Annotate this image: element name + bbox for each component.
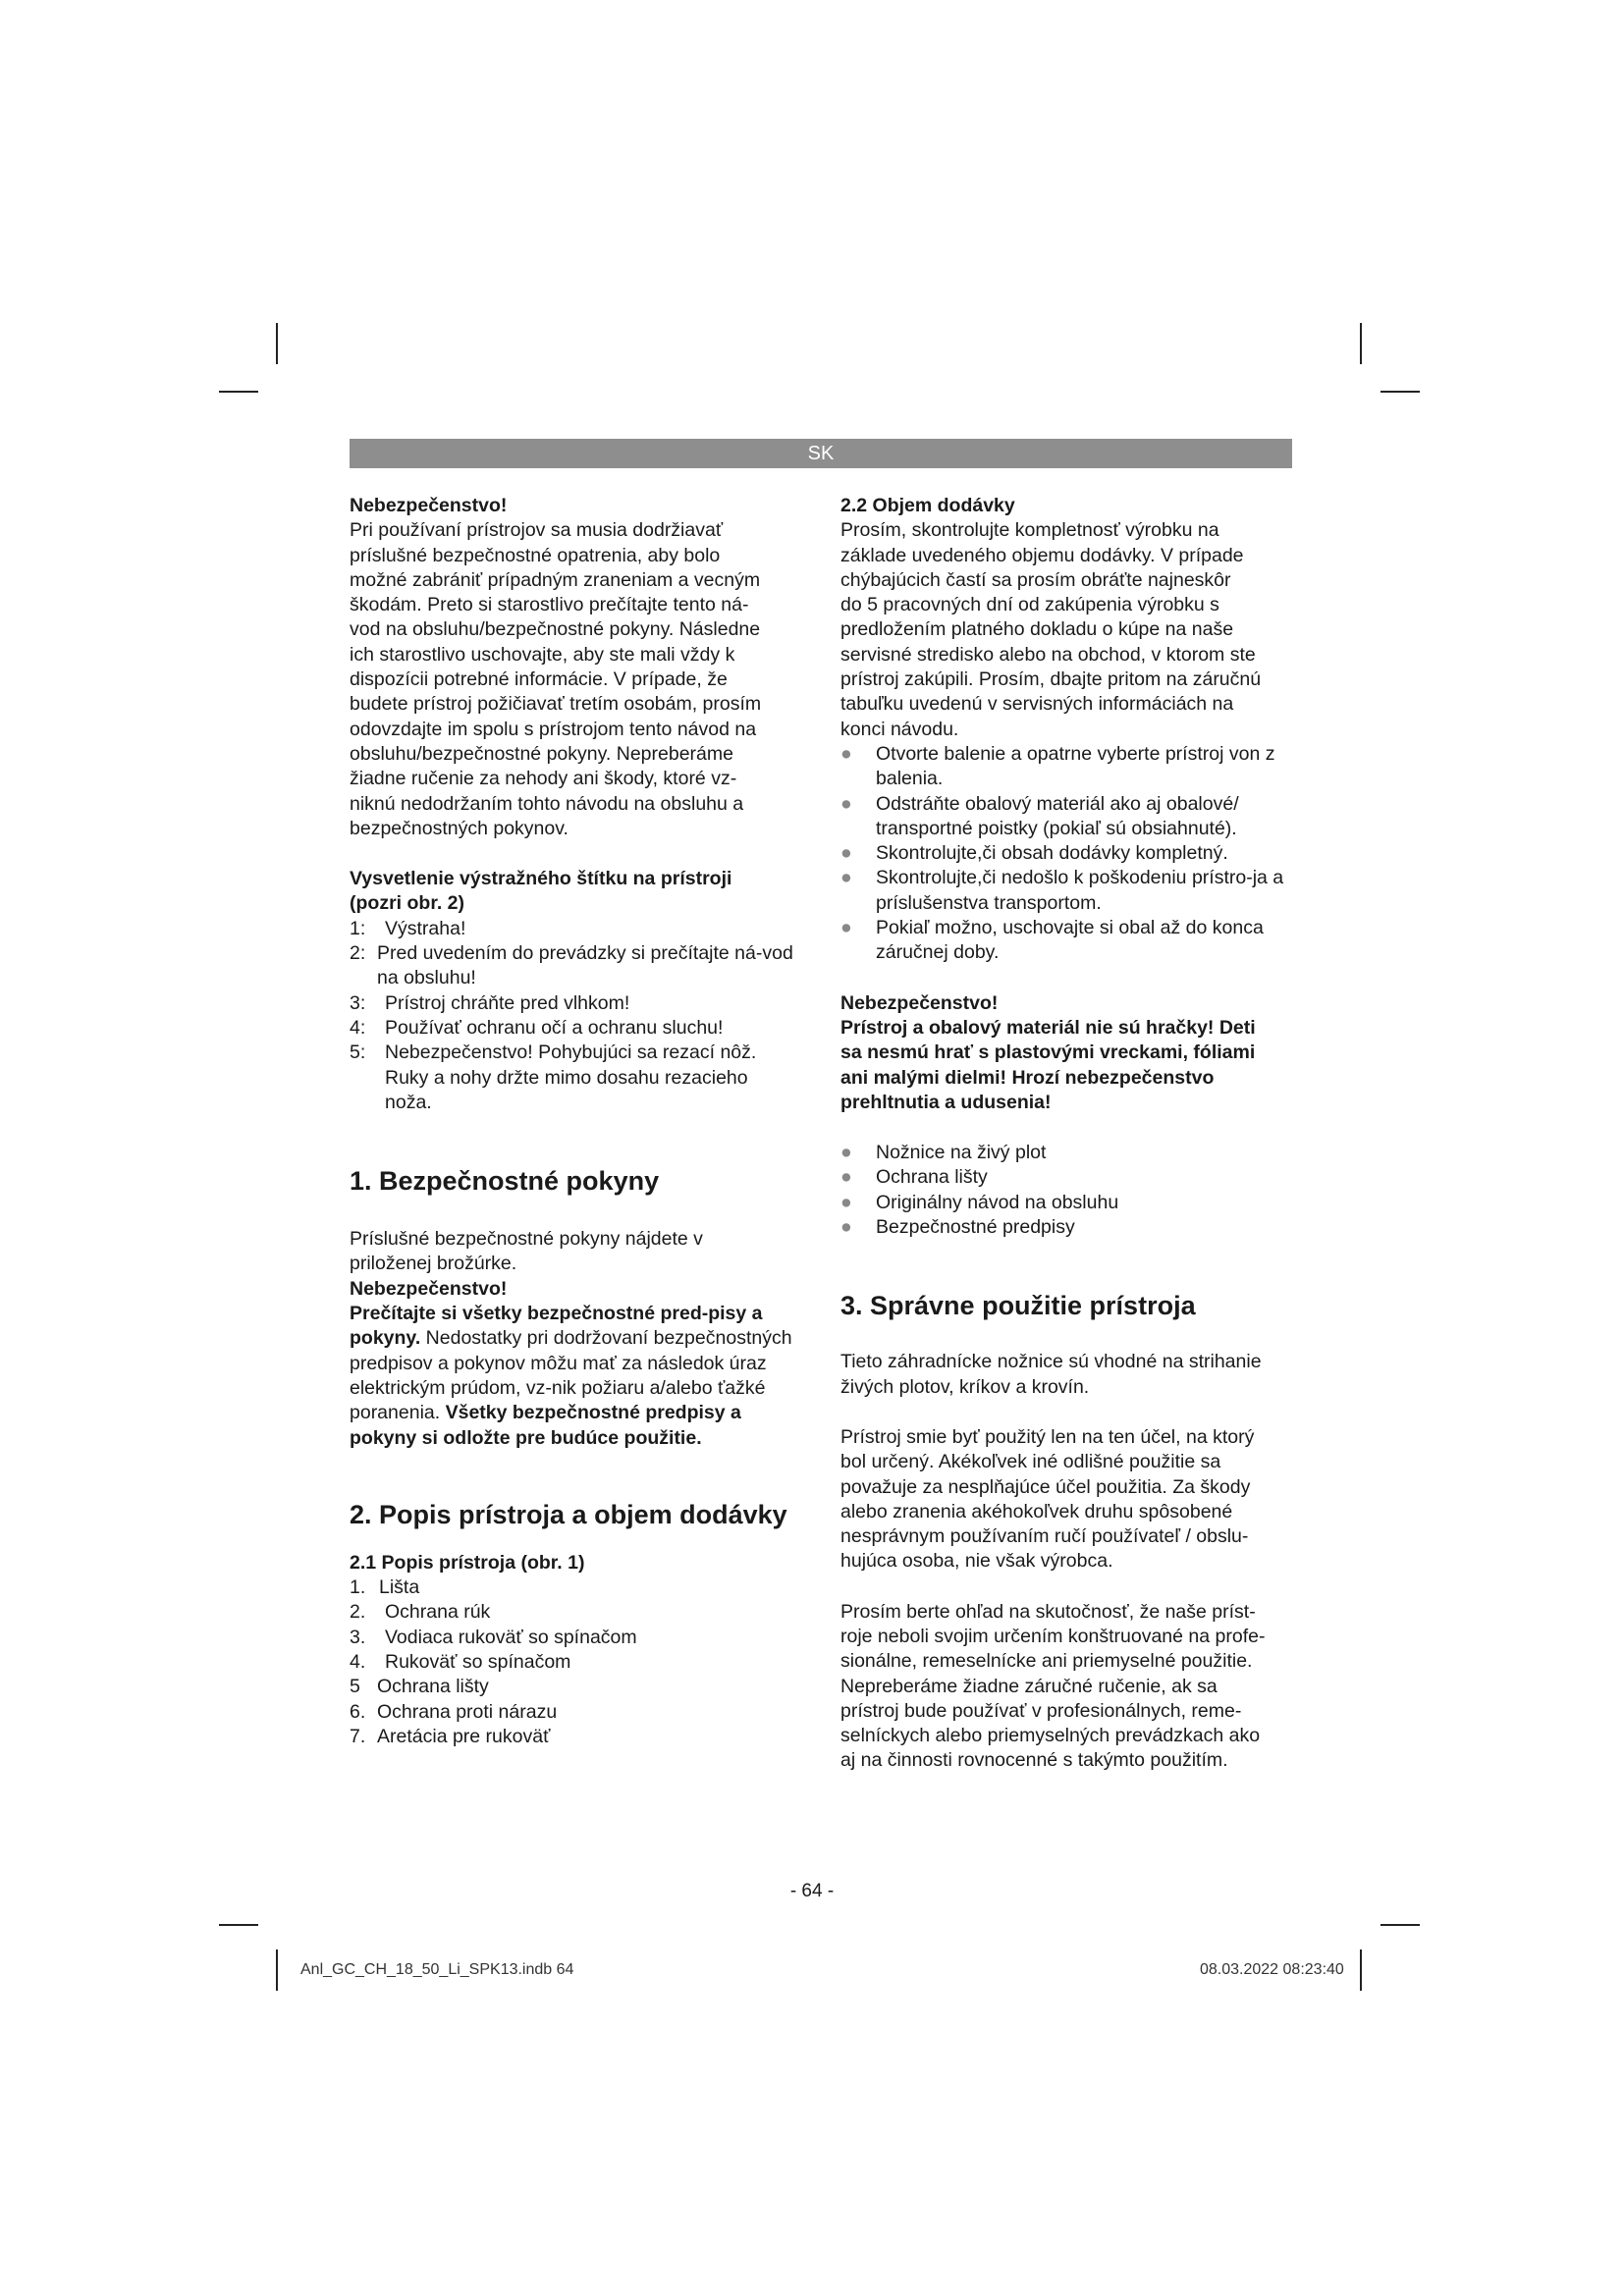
list-item: 5: Nebezpečenstvo! Pohybujúci sa rezací nôž. Ruky a nohy držte mimo dosahu rezacieho noža.: [350, 1041, 757, 1113]
crop-mark: [276, 323, 278, 364]
list-item: 1: Výstraha!: [350, 917, 466, 939]
page-number: - 64 -: [789, 1881, 835, 1901]
text-line: prístroj zakúpili. Prosím, dbajte pritom na záručnú: [840, 668, 1262, 691]
text-line: priloženej brožúrke.: [350, 1253, 517, 1275]
list-item: ● Odstráňte obalový materiál ako aj obalové/ transportné poistky (pokiaľ sú obsiahnuté).: [840, 792, 1294, 842]
list-item: ● Ochrana lišty: [840, 1165, 1294, 1190]
list-item: ● Nožnice na živý plot: [840, 1141, 1294, 1165]
crop-mark: [1380, 391, 1420, 393]
text-line: ani malými dielmi! Hrozí nebezpečenstvo: [840, 1066, 1215, 1089]
bullet-icon: ●: [840, 1142, 852, 1164]
text-line: dispozícii potrebné informácie. V prípade, že: [350, 668, 728, 691]
text-line: predložením platného dokladu o kúpe na naše: [840, 618, 1234, 641]
text-line: aj na činnosti rovnocenné s takýmto použitím.: [840, 1749, 1228, 1772]
label-heading-sub: (pozri obr. 2): [350, 892, 464, 915]
list-item: 2. Ochrana rúk: [350, 1601, 491, 1624]
bullet-icon: ●: [840, 1216, 852, 1239]
section-2-1-title: 2.1 Popis prístroja (obr. 1): [350, 1551, 585, 1574]
list-item: 4: Používať ochranu očí a ochranu sluchu!: [350, 1016, 724, 1039]
delivery-list: [840, 1141, 1294, 1240]
list-item: ● Otvorte balenie a opatrne vyberte prístroj von z balenia.: [840, 742, 1294, 792]
text-line: budete prístroj požičiavať tretím osobám, prosím: [350, 693, 762, 716]
text-line: Nepreberáme žiadne záručné ručenie, ak sa: [840, 1675, 1218, 1697]
bullet-icon: ●: [840, 792, 852, 815]
crop-mark: [1380, 1924, 1420, 1926]
crop-mark: [219, 391, 258, 393]
list-item: ● Skontrolujte,či nedošlo k poškodeniu prístro-ja a príslušenstva transportom.: [840, 866, 1294, 916]
text-line: servisné stredisko alebo na obchod, v ktorom ste: [840, 643, 1256, 666]
label-heading: Vysvetlenie výstražného štítku na prístroji: [350, 868, 732, 890]
text-line: tabuľku uvedenú v servisných informáciách na: [840, 693, 1234, 716]
text-line: ich starostlivo uschovajte, aby ste mali vždy k: [350, 643, 735, 666]
text-line: vod na obsluhu/bezpečnostné pokyny. Následne: [350, 618, 761, 641]
check-list: [840, 742, 1294, 966]
text-line: hujúca osoba, nie však výrobca.: [840, 1550, 1113, 1573]
list-item: ● Skontrolujte,či obsah dodávky kompletný.: [840, 841, 1294, 866]
danger-heading: Nebezpečenstvo!: [350, 495, 508, 516]
text-line: živých plotov, kríkov a krovín.: [840, 1375, 1090, 1398]
text-line: alebo zranenia akéhokoľvek druhu spôsobené: [840, 1500, 1233, 1522]
text-line: bezpečnostných pokynov.: [350, 817, 568, 839]
footer-file: Anl_GC_CH_18_50_Li_SPK13.indb 64: [300, 1961, 574, 1978]
right-column: [840, 494, 1294, 1774]
section-2-2-title: 2.2 Objem dodávky: [840, 495, 1015, 516]
footer-timestamp: 08.03.2022 08:23:40: [1200, 1961, 1344, 1978]
text-line: Tieto záhradnícke nožnice sú vhodné na strihanie: [840, 1351, 1262, 1373]
list-item: ● Originálny návod na obsluhu: [840, 1191, 1294, 1215]
text-line: sa nesmú hrať s plastovými vreckami, fóliami: [840, 1041, 1256, 1064]
text-line: prístroj bude používať v profesionálnych, reme-: [840, 1699, 1242, 1722]
text-line: obsluhu/bezpečnostné pokyny. Nepreberáme: [350, 742, 733, 765]
danger-heading: Nebezpečenstvo!: [350, 1277, 508, 1300]
list-item: 5 Ochrana lišty: [350, 1676, 489, 1698]
text-line: chýbajúcich častí sa prosím obráťte najneskôr: [840, 568, 1231, 591]
text-line: prehltnutia a udusenia!: [840, 1091, 1052, 1113]
text-line: Prístroj a obalový materiál nie sú hračky! Deti: [840, 1016, 1256, 1039]
text-line: nesprávnym používaním ručí používateľ / obslu-: [840, 1525, 1249, 1548]
crop-mark: [219, 1924, 258, 1926]
text-line: niknú nedodržaním tohto návodu na obsluhu a: [350, 792, 744, 815]
list-item: 3. Vodiaca rukoväť so spínačom: [350, 1626, 637, 1648]
list-item: 7. Aretácia pre rukoväť: [350, 1725, 551, 1747]
use-paragraph-3: [840, 1600, 1294, 1774]
list-item: 1. Lišta: [350, 1576, 420, 1599]
text-line: príslušné bezpečnostné opatrenia, aby bolo: [350, 544, 721, 566]
crop-mark: [1360, 323, 1362, 364]
crop-mark: [276, 1949, 278, 1991]
bullet-icon: ●: [840, 1166, 852, 1189]
text-line: základe uvedeného objemu dodávky. V prípade: [840, 544, 1244, 566]
list-item: ● Pokiaľ možno, uschovajte si obal až do konca záručnej doby.: [840, 916, 1294, 966]
delivery-paragraph: [840, 518, 1294, 742]
section-2-title: 2. Popis prístroja a objem dodávky: [350, 1499, 787, 1529]
list-item: 3: Prístroj chráňte pred vlhkom!: [350, 991, 630, 1014]
language-bar: SK: [350, 439, 1292, 468]
text-line: škodám. Preto si starostlivo prečítajte tento ná-: [350, 594, 749, 616]
text-line: selníckych alebo priemyselných prevádzkach ako: [840, 1725, 1261, 1747]
use-paragraph-1: [840, 1350, 1294, 1400]
left-column: [350, 494, 799, 1749]
text-line: žiadne ručenie za nehody ani škody, ktoré vz-: [350, 768, 737, 790]
label-list: [350, 917, 799, 1115]
section-1-title: 1. Bezpečnostné pokyny: [350, 1166, 660, 1197]
bullet-icon: ●: [840, 842, 852, 865]
safety-paragraph: Prečítajte si všetky bezpečnostné pred-pisy a pokyny. Nedostatky pri dodržovaní bezpečnostných predpisov a pokynov môžu mať za následok úraz elektrickým prúdom, vz-nik požiaru a/alebo ťažké poranenia. Všetky bezpečnostné predpisy a pokyny si odložte pre budúce použitie.: [350, 1303, 792, 1449]
list-item: 4. Rukoväť so spínačom: [350, 1650, 571, 1673]
text-line: roje neboli svojim určením konštruované na profe-: [840, 1625, 1266, 1647]
section-3-title: 3. Správne použitie prístroja: [840, 1291, 1196, 1321]
text-line: možné zabrániť prípadným zraneniam a vecným: [350, 568, 761, 591]
bullet-icon: ●: [840, 742, 852, 765]
text-line: do 5 pracovných dní od zakúpenia výrobku s: [840, 594, 1219, 616]
text-line: Príslušné bezpečnostné pokyny nájdete v: [350, 1228, 703, 1251]
danger-heading: Nebezpečenstvo!: [840, 991, 999, 1014]
text-line: Prosím, skontrolujte kompletnosť výrobku na: [840, 519, 1219, 542]
list-item: ● Bezpečnostné predpisy: [840, 1215, 1294, 1240]
text-line: bol určený. Akékoľvek iné odlišné použitie sa: [840, 1451, 1221, 1473]
bullet-icon: ●: [840, 867, 852, 889]
text-line: sionálne, remeselnícke ani priemyselné použitie.: [840, 1650, 1253, 1673]
list-item: 2: Pred uvedením do prevádzky si prečítajte ná-vod na obsluhu!: [350, 942, 793, 989]
parts-list: [350, 1575, 799, 1749]
danger-paragraph: [840, 1016, 1294, 1115]
text-line: Prosím berte ohľad na skutočnosť, že naše príst-: [840, 1600, 1256, 1623]
list-item: 6. Ochrana proti nárazu: [350, 1700, 558, 1723]
text-line: konci návodu.: [840, 718, 959, 740]
bullet-icon: ●: [840, 917, 852, 939]
danger-paragraph: [350, 518, 799, 841]
crop-mark: [1360, 1949, 1362, 1991]
bullet-icon: ●: [840, 1191, 852, 1213]
text-line: považuje za nesplňajúce účel použitia. Za škody: [840, 1475, 1251, 1498]
text-line: Prístroj smie byť použitý len na ten účel, na ktorý: [840, 1425, 1255, 1448]
text-line: odovzdajte im spolu s prístrojom tento návod na: [350, 718, 757, 740]
use-paragraph-2: [840, 1425, 1294, 1575]
text-line: Pri používaní prístrojov sa musia dodržiavať: [350, 519, 724, 542]
